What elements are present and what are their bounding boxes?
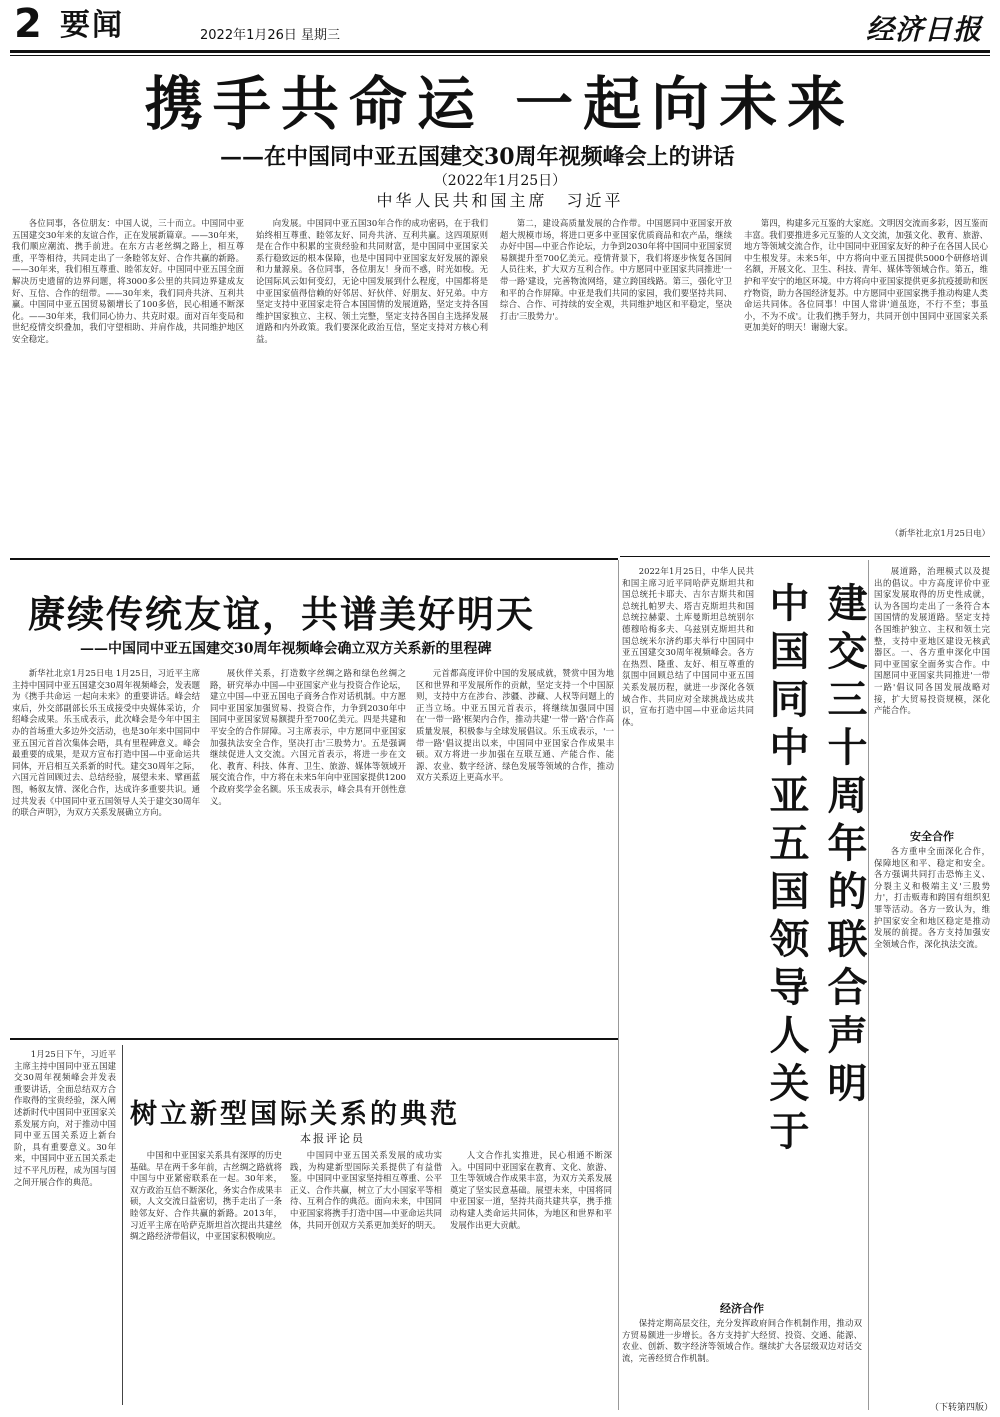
economy-text: 保持定期高层交往，充分发挥政府间合作机制作用，推动双方贸易额进一步增长。各方支持扩大经贸、投资、交通、能源、农业、创新、数字经济等领域合作。继续扩大各层级双边对话交流，完善经贸合作机制。	[622, 1318, 862, 1363]
continued-note: （下转第四版）	[930, 1403, 994, 1413]
second-headline: 赓续传统友谊，共谱美好明天	[28, 593, 535, 636]
issue-date: 2022年1月26日 星期三	[200, 28, 341, 43]
statement-lead-column	[622, 566, 754, 1036]
lead-column-4	[744, 218, 988, 518]
commentary-side-box	[10, 1045, 123, 1405]
safety-heading: 安全合作	[910, 830, 954, 843]
second-column-2	[210, 668, 406, 1030]
lead-headline: 携手共命运 一起向未来	[144, 70, 856, 138]
commentary-column-3	[450, 1150, 612, 1405]
section-name: 要闻	[60, 8, 124, 43]
masthead-rule	[10, 50, 990, 53]
commentary-column-1	[130, 1150, 282, 1405]
second-subtitle: ——中国同中亚五国建交30周年视频峰会确立双方关系新的里程碑	[80, 641, 492, 657]
lead-column-3	[500, 218, 732, 548]
commentary-column-1-text: 中国和中亚国家关系具有深厚的历史基础。早在两千多年前，古丝绸之路就将中国与中亚紧密联系在一起。30年来，双方政治互信不断深化，务实合作成果丰硕，人文交流日益密切，携手走出了一条睦邻友好、合作共赢的新路。2013年，习近平主席在哈萨克斯坦首次提出共建丝绸之路经济带倡议，中亚国家积极响应。	[130, 1150, 282, 1242]
newspaper-logo: 经济日报	[865, 13, 982, 46]
side-box-text: 1月25日下午，习近平主席主持中国同中亚五国建交30周年视频峰会并发表重要讲话，全面总结双方合作取得的宝贵经验，深入阐述新时代中国同中亚国家关系发展方向，对于推动中国同中亚五国关系迈上新台阶，具有重要意义。30年来，中国同中亚五国关系走过不平凡历程，成为国与国之间开展合作的典范。	[14, 1049, 116, 1187]
lead-column-1-text: 各位同事，各位朋友：中国人说，三十而立。中国同中亚五国建交30年来的友谊合作，正在发展新篇章。——30年来，我们顺应潮流、携手前进。在东方古老丝绸之路上，相互尊重，平等相待，共同走出了一条睦邻友好、合作共赢的新路。——30年来，我们相互尊重、睦邻友好。中国同中亚五国全面解决历史遗留的边界问题，将3000多公里的共同边界建成友好、互信、合作的纽带。——30年来，我们同舟共济、互利共赢。中国同中亚五国贸易额增长了100多倍，民心相通不断深化。——30年来，我们同心协力、共克时艰。面对百年变局和世纪疫情交织叠加，我们守望相助、并肩作战，共同维护地区安全稳定。	[12, 218, 244, 344]
statement-lead-text: 2022年1月25日，中华人民共和国主席习近平同哈萨克斯坦共和国总统托卡耶夫、吉尔吉斯共和国总统扎帕罗夫、塔吉克斯坦共和国总统拉赫蒙、土库曼斯坦总统别尔德穆哈梅多夫、乌兹别克斯坦共和国总统米尔济约耶夫举行中国同中亚五国建交30周年视频峰会。各方在热烈、隆重、友好、相互尊重的氛围中回顾总结了中国同中亚五国关系发展历程，就进一步深化各领域合作、共同应对全球挑战达成共识，宣布打造中国—中亚命运共同体。	[622, 566, 754, 727]
lead-column-2	[256, 218, 488, 548]
section-divider	[10, 558, 618, 560]
statement-title-col1	[760, 582, 808, 1171]
second-column-3-text: 元首都高度评价中国的发展成就，赞赏中国为地区和世界和平发展所作的贡献，坚定支持一个中国原则，支持中方在涉台、涉疆、涉藏、人权等问题上的正当立场。中亚五国元首表示，将继续加强同中国在'一带一路'框架内合作，推动共建'一带一路'合作高质量发展，积极参与全球发展倡议。乐玉成表示，'一带一路'倡议提出以来，中国同中亚国家合作成果丰硕。双方将进一步加强在互联互通、产能合作、能源、农业、数字经济、绿色发展等领域的合作，推动双方关系迈上更高水平。	[416, 668, 614, 783]
lead-date: （2022年1月25日）	[433, 173, 567, 189]
statement-title-col2-text: 建交三十周年的联合声明	[821, 582, 868, 1110]
economy-heading: 经济合作	[720, 1302, 764, 1315]
commentary-column-2-text: 中国同中亚五国关系发展的成功实践，为构建新型国际关系提供了有益借鉴。中国同中亚国家坚持相互尊重、公平正义、合作共赢，树立了大小国家平等相待、互利合作的典范。面向未来，中国同中亚国家将携手打造中国—中亚命运共同体，共同开创双方关系更加美好的明天。	[290, 1150, 442, 1230]
lead-author: 中华人民共和国主席 习近平	[376, 191, 624, 210]
side-box-body	[10, 1045, 122, 1399]
statement-title-col1-text: 中国同中亚五国领导人关于	[763, 582, 810, 1158]
lower-divider	[10, 1038, 618, 1040]
commentary-byline: 本报评论员	[300, 1132, 365, 1145]
lead-subtitle: ——在中国同中亚五国建交30周年视频峰会上的讲话	[220, 144, 735, 170]
lead-column-1	[12, 218, 244, 548]
economy-column	[622, 1318, 862, 1404]
commentary-column-2	[290, 1150, 442, 1405]
lead-column-2-text: 向发展。中国同中亚五国30年合作的成功密码，在于我们始终相互尊重、睦邻友好、同舟共济、互利共赢。这四项原则是在合作中积累的宝贵经验和共同财富，是中国同中亚国家关系行稳致远的根本保障，也是中国同中亚国家友好发展的源泉和力量源泉。各位同事，各位朋友！身而不惑，时光如梭。无论国际风云如何变幻，无论中国发展到什么程度，中国都将是中亚国家值得信赖的好邻居、好伙伴、好朋友、好兄弟。中方坚定支持中亚国家走符合本国国情的发展道路，坚定支持各国维护国家独立、主权、领土完整，坚定支持各国自主选择发展道路和内外政策。我们要深化政治互信，坚定支持对方核心利益。	[256, 218, 488, 344]
second-column-1-text: 新华社北京1月25日电 1月25日，习近平主席主持中国同中亚五国建交30周年视频峰会，发表题为《携手共命运 一起向未来》的重要讲话。峰会结束后，外交部副部长乐玉成接受中央媒体采访，介绍峰会成果。乐玉成表示，此次峰会是今年中国主办的首场重大多边外交活动，也是30年来中国同中亚五国元首首次集体会晤，具有里程碑意义。峰会最重要的成果，是双方宣布打造中国—中亚命运共同体，开启相互关系新的时代。建交30周年之际，六国元首回顾过去、总结经验，展望未来、擘画蓝图，畅叙友情、深化合作，达成许多重要共识。通过共发表《中国同中亚五国领导人关于建交30周年的联合声明》，为双方关系发展确立方向。	[12, 668, 200, 818]
masthead-rule-thin	[10, 55, 990, 56]
lead-column-4-text: 第四，构建多元互鉴的大家庭。文明因交流而多彩，因互鉴而丰富。我们要推进多元互鉴的人文交流，加强文化、教育、旅游、地方等领域交流合作，让中国同中亚国家友好的种子在各国人民心中生根发芽。未来5年，中方将向中亚五国提供5000个研修培训名额，开展文化、卫生、科技、青年、媒体等领域合作。第五，维护和平安宁的地区环境。中方将向中亚国家提供更多抗疫援助和医疗物资，助力各国经济复苏。中方愿同中亚国家携手推动构建人类命运共同体。各位同事！中国人常讲'道虽迩，不行不至；事虽小，不为不成'。让我们携手努力，共同开创中国同中亚国家关系更加美好的明天！谢谢大家。	[744, 218, 988, 333]
column-divider	[868, 560, 869, 1410]
lead-column-3-text: 第二，建设高质量发展的合作带。中国愿同中亚国家开放超大规模市场，将进口更多中亚国家优质商品和农产品，继续办好中国—中亚合作论坛，力争到2030年将中国同中亚国家贸易额提升至700亿美元。疫情背景下，我们将逐步恢复各国间人员往来，扩大双方互利合作。中方愿同中亚国家共同推进'一带一路'建设，完善物流网络，建立跨国线路。第三，强化守卫和平的合作屏障。中亚是我们共同的家园，我们要坚持共同、综合、合作、可持续的安全观，共同维护地区和平稳定，坚决打击'三股势力'。	[500, 218, 732, 321]
safety-text: 各方重申全面深化合作，保障地区和平、稳定和安全。各方强调共同打击恐怖主义、分裂主义和极端主义'三股势力'，打击贩毒和跨国有组织犯罪等活动。各方一致认为，维护国家安全和地区稳定是推动发展的前提。各方支持加强安全领域合作，深化执法交流。	[874, 846, 990, 949]
second-column-3	[416, 668, 614, 1030]
safety-column	[874, 846, 990, 1402]
commentary-column-3-text: 人文合作扎实推进，民心相通不断深入。中国同中亚国家在教育、文化、旅游、卫生等领域合作成果丰富，为双方关系发展奠定了坚实民意基础。展望未来，中国将同中亚国家一道，坚持共商共建共享，携手推动构建人类命运共同体，为地区和世界和平发展作出更大贡献。	[450, 1150, 612, 1230]
column-divider	[618, 560, 619, 1410]
statement-right-text: 展道路，治理模式以及提出的倡议。中方高度评价中亚国家发展取得的历史性成就，认为各国均走出了一条符合本国国情的发展道路。坚定支持各国维护独立、主权和领土完整，支持中亚地区建设无核武器区。一、各方重申深化中国同中亚国家全面务实合作。中国愿同中亚国家共同推进'一带一路'倡议同各国发展战略对接，扩大贸易投资规模，深化产能合作。	[874, 566, 990, 716]
statement-right-column	[874, 566, 990, 816]
section-divider-right	[620, 556, 990, 557]
second-column-2-text: 展伙伴关系，打造数字丝绸之路和绿色丝绸之路，研究举办中国—中亚国家产业与投资合作论坛，建立中国—中亚五国电子商务合作对话机制。中方愿同中亚国家加强贸易、投资合作，力争到2030年中国同中亚国家贸易额提升至700亿美元。四是共建和平安全的合作屏障。习主席表示，中方愿同中亚国家加强执法安全合作，坚决打击'三股势力'。五是强调继续促进人文交流。六国元首表示，将进一步在文化、教育、科技、体育、卫生、旅游、媒体等领域开展交流合作，中方将在未来5年向中亚国家提供1200个政府奖学金名额。乐玉成表示，峰会具有开创性意义。	[210, 668, 406, 806]
lead-source-note: （新华社北京1月25日电）	[890, 528, 990, 538]
page-number: 2	[14, 1, 42, 47]
second-column-1	[12, 668, 200, 1030]
commentary-headline: 树立新型国际关系的典范	[130, 1099, 460, 1130]
statement-title-col2	[818, 582, 866, 1123]
